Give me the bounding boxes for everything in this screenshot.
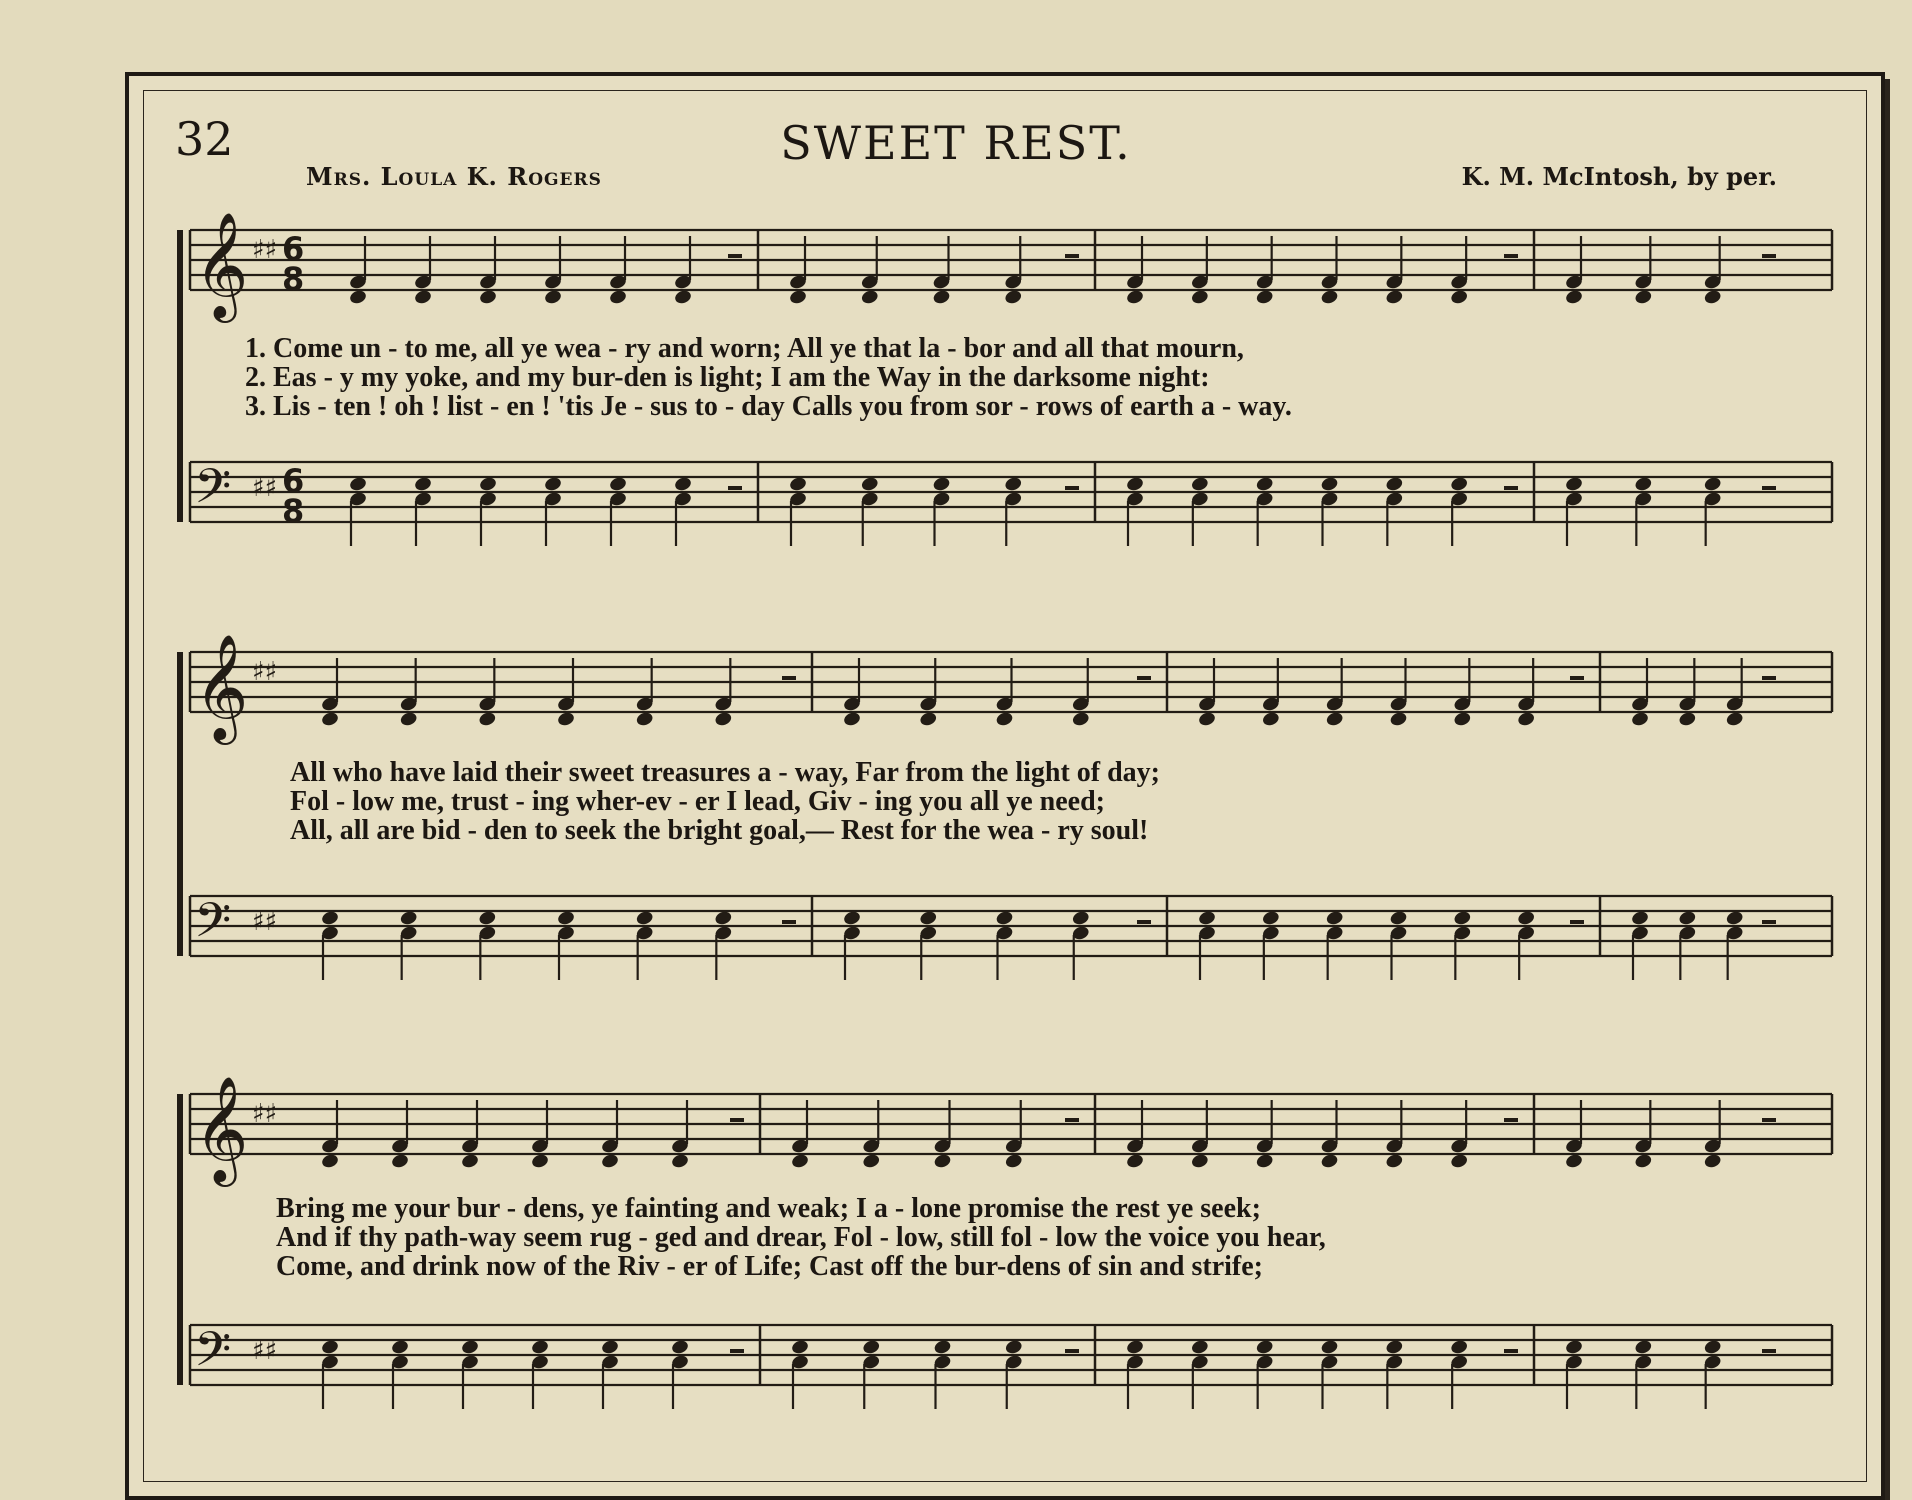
notehead <box>919 711 938 728</box>
key-signature: ♯♯ <box>252 657 278 687</box>
system1-verse2: 2. Eas - y my yoke, and my bur-den is light; I am the Way in the darksome night: <box>245 362 1210 393</box>
rest <box>730 1349 744 1353</box>
rest <box>1504 1118 1518 1122</box>
rest <box>1065 254 1079 258</box>
notehead <box>600 1153 619 1170</box>
notehead <box>556 910 575 927</box>
rest <box>1504 1349 1518 1353</box>
notehead <box>1255 476 1274 493</box>
notehead <box>390 1153 409 1170</box>
notehead <box>600 1339 619 1356</box>
time-signature-top: 6 <box>282 230 305 268</box>
notehead <box>1071 711 1090 728</box>
notehead <box>1389 910 1408 927</box>
system3-verse3: Come, and drink now of the Riv - er of Life; Cast off the bur-dens of sin and strife; <box>276 1251 1263 1282</box>
rest <box>1762 920 1776 924</box>
notehead <box>460 1339 479 1356</box>
notehead <box>320 910 339 927</box>
notehead <box>413 289 432 306</box>
notehead <box>1630 910 1649 927</box>
notehead <box>673 289 692 306</box>
notehead <box>1630 711 1649 728</box>
treble-clef: 𝄞 <box>194 1075 249 1182</box>
notehead <box>1389 711 1408 728</box>
notehead <box>478 289 497 306</box>
notehead <box>460 1153 479 1170</box>
notehead <box>635 711 654 728</box>
notehead <box>1255 1153 1274 1170</box>
bass-clef: 𝄢 <box>194 892 232 960</box>
rest <box>1065 486 1079 490</box>
notehead <box>932 476 951 493</box>
notehead <box>1125 289 1144 306</box>
notehead <box>1564 289 1583 306</box>
notehead <box>1004 476 1023 493</box>
treble-clef: 𝄞 <box>194 633 249 740</box>
key-signature: ♯♯ <box>252 907 278 937</box>
notehead <box>1564 1153 1583 1170</box>
notehead <box>1261 910 1280 927</box>
notehead <box>860 476 879 493</box>
notehead <box>1320 476 1339 493</box>
notehead <box>788 289 807 306</box>
notehead <box>932 289 951 306</box>
notehead <box>670 1339 689 1356</box>
notehead <box>788 476 807 493</box>
notehead <box>919 910 938 927</box>
notehead <box>556 711 575 728</box>
notehead <box>1634 1153 1653 1170</box>
notehead <box>399 910 418 927</box>
hymn-title: SWEET REST. <box>780 116 1132 170</box>
notehead <box>1004 1339 1023 1356</box>
lyricist-credit: Mrs. Loula K. Rogers <box>306 162 602 191</box>
notehead <box>1517 711 1536 728</box>
system1-verse1: 1. Come un - to me, all ye wea - ry and worn; All ye that la - bor and all that mourn, <box>245 333 1244 364</box>
composer-credit: K. M. McIntosh, by per. <box>1461 162 1777 191</box>
key-signature: ♯♯ <box>252 1099 278 1129</box>
rest <box>728 254 742 258</box>
notehead <box>1197 711 1216 728</box>
notehead <box>320 711 339 728</box>
notehead <box>608 476 627 493</box>
notehead <box>1125 476 1144 493</box>
notehead <box>1450 476 1469 493</box>
rest <box>1762 254 1776 258</box>
notehead <box>995 711 1014 728</box>
key-signature: ♯♯ <box>252 235 278 265</box>
notehead <box>320 1339 339 1356</box>
notehead <box>1190 1153 1209 1170</box>
system2-verse2: Fol - low me, trust - ing wher-ev - er I lead, Giv - ing you all ye need; <box>290 786 1106 817</box>
notehead <box>1004 289 1023 306</box>
notehead <box>1634 289 1653 306</box>
notehead <box>530 1339 549 1356</box>
notehead <box>1255 1339 1274 1356</box>
time-signature-bottom: 8 <box>282 492 305 530</box>
notehead <box>478 711 497 728</box>
notehead <box>1320 289 1339 306</box>
rest <box>1570 920 1584 924</box>
notehead <box>1320 1339 1339 1356</box>
notehead <box>543 476 562 493</box>
notehead <box>320 1153 339 1170</box>
notehead <box>860 289 879 306</box>
notehead <box>1125 1153 1144 1170</box>
notehead <box>1517 910 1536 927</box>
rest <box>1570 676 1584 680</box>
rest <box>782 920 796 924</box>
rest <box>1065 1349 1079 1353</box>
notehead <box>1703 1153 1722 1170</box>
notehead <box>1453 711 1472 728</box>
notehead <box>1197 910 1216 927</box>
notehead <box>862 1339 881 1356</box>
notehead <box>995 910 1014 927</box>
rest <box>1762 1118 1776 1122</box>
rest <box>1504 486 1518 490</box>
rest <box>1762 1349 1776 1353</box>
notehead <box>478 476 497 493</box>
rest <box>1762 486 1776 490</box>
notehead <box>1453 910 1472 927</box>
notehead <box>1190 289 1209 306</box>
notehead <box>1678 910 1697 927</box>
rest <box>728 486 742 490</box>
notehead <box>543 289 562 306</box>
notehead <box>1703 1339 1722 1356</box>
notehead <box>348 289 367 306</box>
notehead <box>1678 711 1697 728</box>
notehead <box>670 1153 689 1170</box>
notehead <box>1725 711 1744 728</box>
notehead <box>790 1153 809 1170</box>
notehead <box>1385 289 1404 306</box>
notehead <box>714 711 733 728</box>
notehead <box>1190 476 1209 493</box>
notehead <box>1385 476 1404 493</box>
notehead <box>478 910 497 927</box>
notehead <box>1190 1339 1209 1356</box>
notehead <box>1564 1339 1583 1356</box>
notehead <box>714 910 733 927</box>
notehead <box>933 1339 952 1356</box>
key-signature: ♯♯ <box>252 1336 278 1366</box>
notehead <box>933 1153 952 1170</box>
system2-verse1: All who have laid their sweet treasures a - way, Far from the light of day; <box>290 757 1161 788</box>
notehead <box>790 1339 809 1356</box>
system3-verse2: And if thy path-way seem rug - ged and drear, Fol - low, still fol - low the voice you hear, <box>276 1222 1326 1253</box>
bass-clef: 𝄢 <box>194 1321 232 1389</box>
notehead <box>1450 1339 1469 1356</box>
rest <box>1137 920 1151 924</box>
notehead <box>862 1153 881 1170</box>
notehead <box>1450 289 1469 306</box>
notehead <box>1634 476 1653 493</box>
notehead <box>842 711 861 728</box>
notehead <box>1450 1153 1469 1170</box>
key-signature: ♯♯ <box>252 473 278 503</box>
notehead <box>673 476 692 493</box>
system2-verse3: All, all are bid - den to seek the bright goal,— Rest for the wea - ry soul! <box>290 815 1149 846</box>
treble-clef: 𝄞 <box>194 211 249 318</box>
notehead <box>1634 1339 1653 1356</box>
notehead <box>1125 1339 1144 1356</box>
notehead <box>635 910 654 927</box>
rest <box>1762 676 1776 680</box>
notehead <box>1320 1153 1339 1170</box>
notehead <box>348 476 367 493</box>
time-signature-top: 6 <box>282 462 305 500</box>
notehead <box>1004 1153 1023 1170</box>
notehead <box>1261 711 1280 728</box>
notehead <box>1385 1153 1404 1170</box>
notehead <box>1703 289 1722 306</box>
time-signature-bottom: 8 <box>282 260 305 298</box>
notehead <box>1703 476 1722 493</box>
system3-verse1: Bring me your bur - dens, ye fainting and weak; I a - lone promise the rest ye seek; <box>276 1193 1261 1224</box>
notehead <box>1071 910 1090 927</box>
rest <box>730 1118 744 1122</box>
system1-verse3: 3. Lis - ten ! oh ! list - en ! 'tis Je - sus to - day Calls you from sor - rows of earth a - way. <box>245 391 1292 422</box>
bass-clef: 𝄢 <box>194 458 232 526</box>
notehead <box>608 289 627 306</box>
notehead <box>399 711 418 728</box>
notehead <box>1255 289 1274 306</box>
notehead <box>1725 910 1744 927</box>
notehead <box>390 1339 409 1356</box>
notehead <box>1325 711 1344 728</box>
notehead <box>413 476 432 493</box>
notehead <box>1325 910 1344 927</box>
rest <box>1065 1118 1079 1122</box>
notehead <box>1385 1339 1404 1356</box>
rest <box>1137 676 1151 680</box>
notehead <box>842 910 861 927</box>
notehead <box>1564 476 1583 493</box>
rest <box>782 676 796 680</box>
rest <box>1504 254 1518 258</box>
page-number: 32 <box>175 112 234 166</box>
notehead <box>530 1153 549 1170</box>
